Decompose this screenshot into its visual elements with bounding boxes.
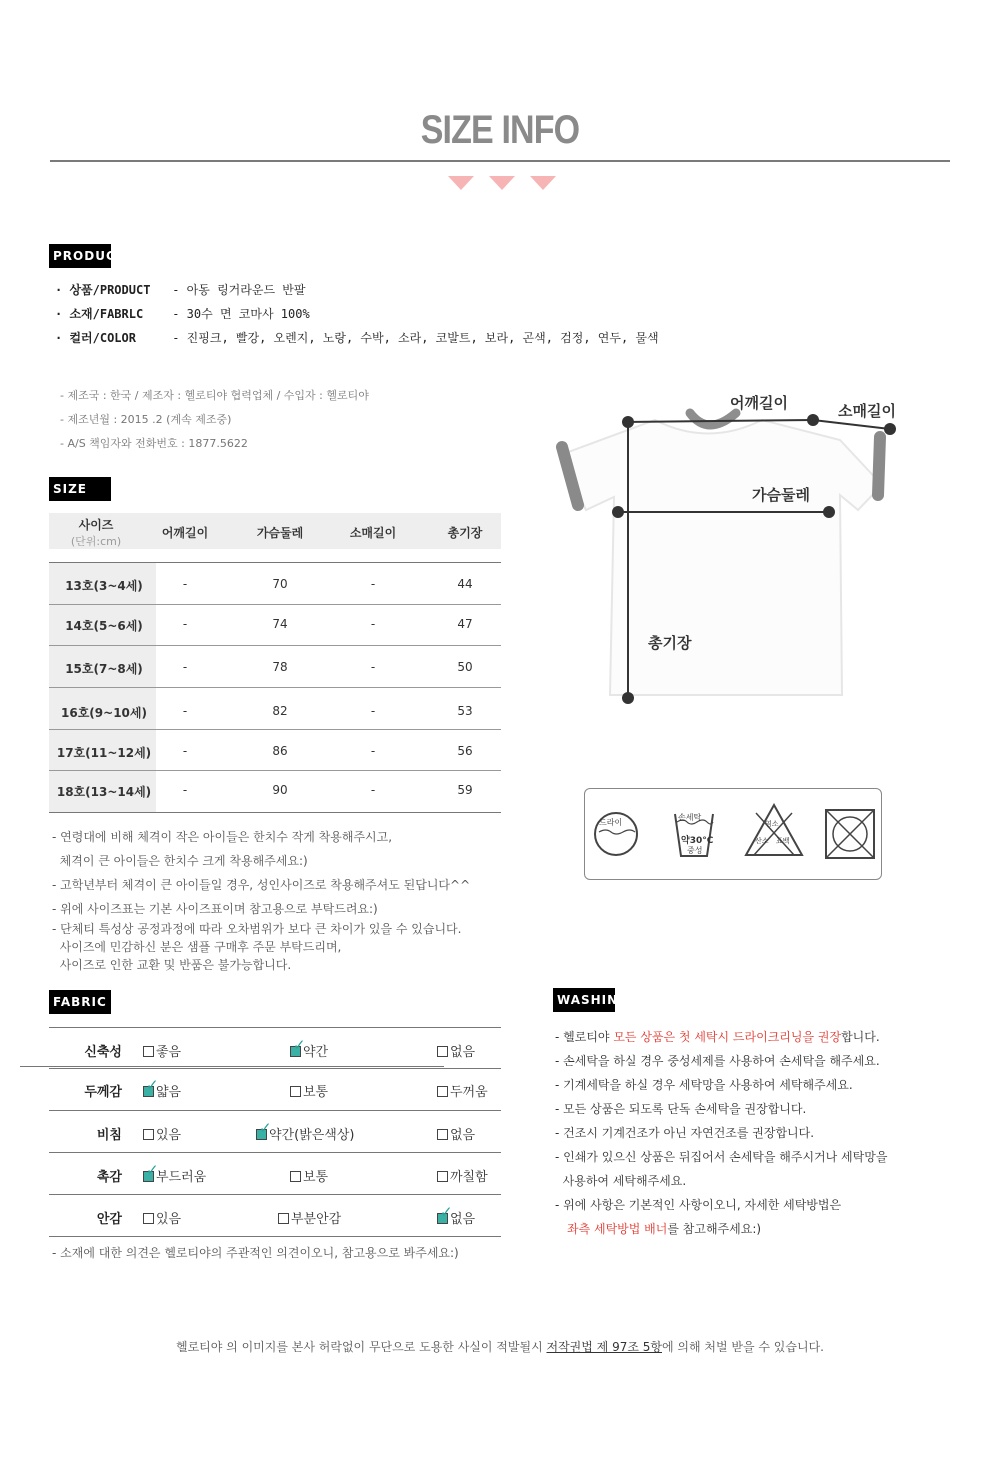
bleach-text: 표백 [776,837,790,845]
length-label: 총기장 [648,634,692,652]
washing-line: 좌측 세탁방법 배너를 참고해주세요:) [567,1222,762,1236]
washing-tag: WASHING [553,988,615,1012]
fabric-option-selected[interactable]: ✓ 부드러움 [143,1166,206,1185]
checkbox[interactable] [437,1046,448,1057]
washing-line: - 인쇄가 있으신 상품은 뒤집어서 손세탁을 해주시거나 세탁망을 [555,1150,888,1164]
length-cell: 56 [457,744,473,758]
mfg-date: - 제조년월 : 2015 .2 (계속 제조중) [60,413,232,426]
shoulder-cell: - [182,617,188,631]
tshirt-body [560,420,882,695]
chest-label: 가슴둘레 [752,486,810,504]
handwash-text: 손세탁 [678,813,702,822]
mfg-contact: - A/S 책임자와 전화번호 : 1877.5622 [60,437,248,450]
size-note: - 고학년부터 체격이 큰 아이들일 경우, 성인사이즈로 착용해주셔도 된답니다^^ [52,878,471,892]
fabric-tag: FABRIC [49,990,111,1014]
shoulder-header: 어깨길이 [161,526,209,540]
fabric-row-label: 신축성 [84,1045,122,1060]
down-arrow-icon [448,176,474,190]
fabric-row-label: 안감 [96,1212,122,1227]
chest-cell: 82 [272,704,288,718]
checkmark-icon: ✓ [259,1119,272,1137]
checkbox[interactable] [143,1213,154,1224]
size-header: 사이즈 [78,518,114,532]
length-header: 총기장 [447,526,483,540]
shoulder-cell: - [182,704,188,718]
chest-cell: 70 [272,577,288,591]
fabric-option[interactable]: 없음 [437,1041,475,1060]
measure-point [884,423,896,435]
sleeve-cell: - [370,577,376,591]
fabric-option[interactable]: 있음 [143,1208,181,1227]
fabric-value: - 30수 면 코마사 100% [172,307,310,321]
checkbox[interactable] [278,1213,289,1224]
title-divider [50,160,950,162]
sleeve-cell: - [370,660,376,674]
checkbox-checked[interactable] [143,1076,159,1097]
temp-text: 약30°C [681,836,714,846]
sleeve-cell: - [370,704,376,718]
fabric-row-label: 비침 [96,1128,122,1143]
shoulder-cell: - [182,744,188,758]
fabric-option-selected[interactable]: ✓ 얇음 [143,1081,181,1100]
sleeve-cell: - [370,744,376,758]
chest-cell: 74 [272,617,288,631]
fabric-option[interactable]: 없음 [437,1124,475,1143]
fabric-row-label: 촉감 [96,1170,122,1185]
checkbox[interactable] [437,1171,448,1182]
checkbox-checked[interactable] [290,1036,306,1057]
chlorine-text: 염소 [765,820,779,828]
down-arrow-icon [489,176,515,190]
product-value: - 아동 링거라운드 반팔 [172,283,306,297]
washing-line: - 손세탁을 하실 경우 중성세제를 사용하여 손세탁을 해주세요. [555,1054,880,1068]
measure-point [612,506,624,518]
size-note: - 위에 사이즈표는 기본 사이즈표이며 참고용으로 부탁드려요:) [52,902,378,916]
collar [690,413,736,425]
fabric-option-selected[interactable]: ✓ 약간 [290,1041,328,1060]
length-cell: 59 [457,783,473,797]
checkbox-checked[interactable] [256,1119,272,1140]
size-cell: 15호(7~8세) [65,662,143,676]
washing-line: - 건조시 기계건조가 아닌 자연건조를 권장합니다. [555,1126,815,1140]
unit-header: (단위:cm) [70,535,122,548]
measure-point [807,414,819,426]
color-value: - 진핑크, 빨강, 오렌지, 노랑, 수박, 소라, 코발트, 보라, 곤색, 검정, 연두, 물색 [172,331,659,345]
sleeve-label: 소매길이 [838,402,896,420]
washing-line: - 기계세탁을 하실 경우 세탁망을 사용하여 세탁해주세요. [555,1078,853,1092]
size-note: 체격이 큰 아이들은 한치수 크게 착용해주세요:) [52,854,308,868]
checkbox[interactable] [290,1086,301,1097]
chest-cell: 90 [272,783,288,797]
measure-point [823,506,835,518]
fabric-label: · 소재/FABRLC [55,307,144,321]
length-cell: 44 [457,577,473,591]
sleeve-line [813,420,890,429]
fabric-option[interactable]: 있음 [143,1124,181,1143]
fabric-option[interactable]: 두꺼움 [437,1081,488,1100]
length-cell: 50 [457,660,473,674]
fabric-option[interactable]: 보통 [290,1081,328,1100]
length-cell: 47 [457,617,473,631]
size-note: 사이즈로 인한 교환 및 반품은 불가능합니다. [52,958,292,972]
product-color-row [55,329,659,346]
checkbox[interactable] [437,1086,448,1097]
length-cell: 53 [457,704,473,718]
dry-clean-icon [591,806,641,860]
washing-line: - 헬로티야 모든 상품은 첫 세탁시 드라이크리닝을 권장합니다. [555,1030,880,1044]
fabric-note: - 소재에 대한 의견은 헬로티야의 주관적인 의견이오니, 참고용으로 봐주세요:) [52,1246,459,1260]
right-cuff [878,437,880,495]
chest-cell: 86 [272,744,288,758]
fabric-option-selected[interactable]: ✓ 약간(밝은색상) [256,1124,355,1143]
sleeve-cell: - [370,783,376,797]
fabric-option[interactable]: 보통 [290,1166,328,1185]
size-note: - 연령대에 비해 체격이 작은 아이들은 한치수 작게 착용해주시고, [52,830,393,844]
chest-header: 가슴둘레 [256,526,304,540]
fabric-option[interactable]: 까칠함 [437,1166,488,1185]
fabric-option[interactable]: 좋음 [143,1041,181,1060]
copyright-notice: 헬로티야 의 이미지를 본사 허락없이 무단으로 도용한 사실이 적발될시 저작권법 제 97조 5항에 의해 처벌 받을 수 있습니다. [175,1340,824,1354]
product-name-row [55,281,305,298]
dry-text: 드라이 [599,818,623,827]
checkmark-icon: ✓ [146,1161,159,1179]
shoulder-cell: - [182,660,188,674]
no-tumble-dry-icon [824,808,876,860]
size-cell: 16호(9~10세) [61,706,147,720]
no-bleach-icon [744,803,804,857]
product-fabric-row [55,305,310,322]
fabric-row-label: 두께감 [84,1085,122,1100]
checkbox[interactable] [143,1046,154,1057]
measure-point [622,692,634,704]
fabric-option[interactable]: 부분안감 [278,1208,341,1227]
checkmark-icon: ✓ [293,1036,306,1054]
oxygen-text: 산소 [755,837,769,845]
checkbox-checked[interactable] [143,1161,159,1182]
down-arrow-icon [530,176,556,190]
washing-line: - 모든 상품은 되도록 단독 손세탁을 권장합니다. [555,1102,807,1116]
checkbox[interactable] [437,1129,448,1140]
checkmark-icon: ✓ [440,1203,453,1221]
size-cell: 14호(5~6세) [65,619,143,633]
measure-point [622,416,634,428]
size-cell: 13호(3~4세) [65,579,143,593]
size-note: 사이즈에 민감하신 분은 샘플 구매후 주문 부탁드리며, [52,940,342,954]
checkmark-icon: ✓ [146,1076,159,1094]
color-label: · 컬러/COLOR [55,331,136,345]
checkbox-checked[interactable] [437,1203,453,1224]
shoulder-cell: - [182,577,188,591]
fabric-option-selected[interactable]: ✓ 없음 [437,1208,475,1227]
tshirt-diagram [540,385,920,725]
washing-line: 사용하여 세탁해주세요. [555,1174,687,1188]
shoulder-label: 어깨길이 [730,394,788,412]
washing-line: - 위에 사항은 기본적인 사항이오니, 자세한 세탁방법은 [555,1198,842,1212]
page-title: SIZE INFO [420,108,580,152]
sleeve-header: 소매길이 [349,526,397,540]
product-tag: PRODUCT [49,244,111,268]
size-cell: 18호(13~14세) [56,785,152,799]
size-note: - 단체티 특성상 공정과정에 따라 오차범위가 보다 큰 차이가 있을 수 있습니다. [52,922,462,936]
chest-cell: 78 [272,660,288,674]
size-tag: SIZE [49,477,111,501]
shoulder-cell: - [182,783,188,797]
size-cell: 17호(11~12세) [56,746,152,760]
mfg-origin: - 제조국 : 한국 / 제조자 : 헬로티야 협력업체 / 수입자 : 헬로티야 [60,389,369,402]
checkbox[interactable] [143,1129,154,1140]
sleeve-cell: - [370,617,376,631]
neutral-text: 중성 [687,846,703,855]
product-label: · 상품/PRODUCT [55,283,151,297]
law-reference: 저작권법 제 97조 5항 [546,1340,662,1354]
checkbox[interactable] [290,1171,301,1182]
